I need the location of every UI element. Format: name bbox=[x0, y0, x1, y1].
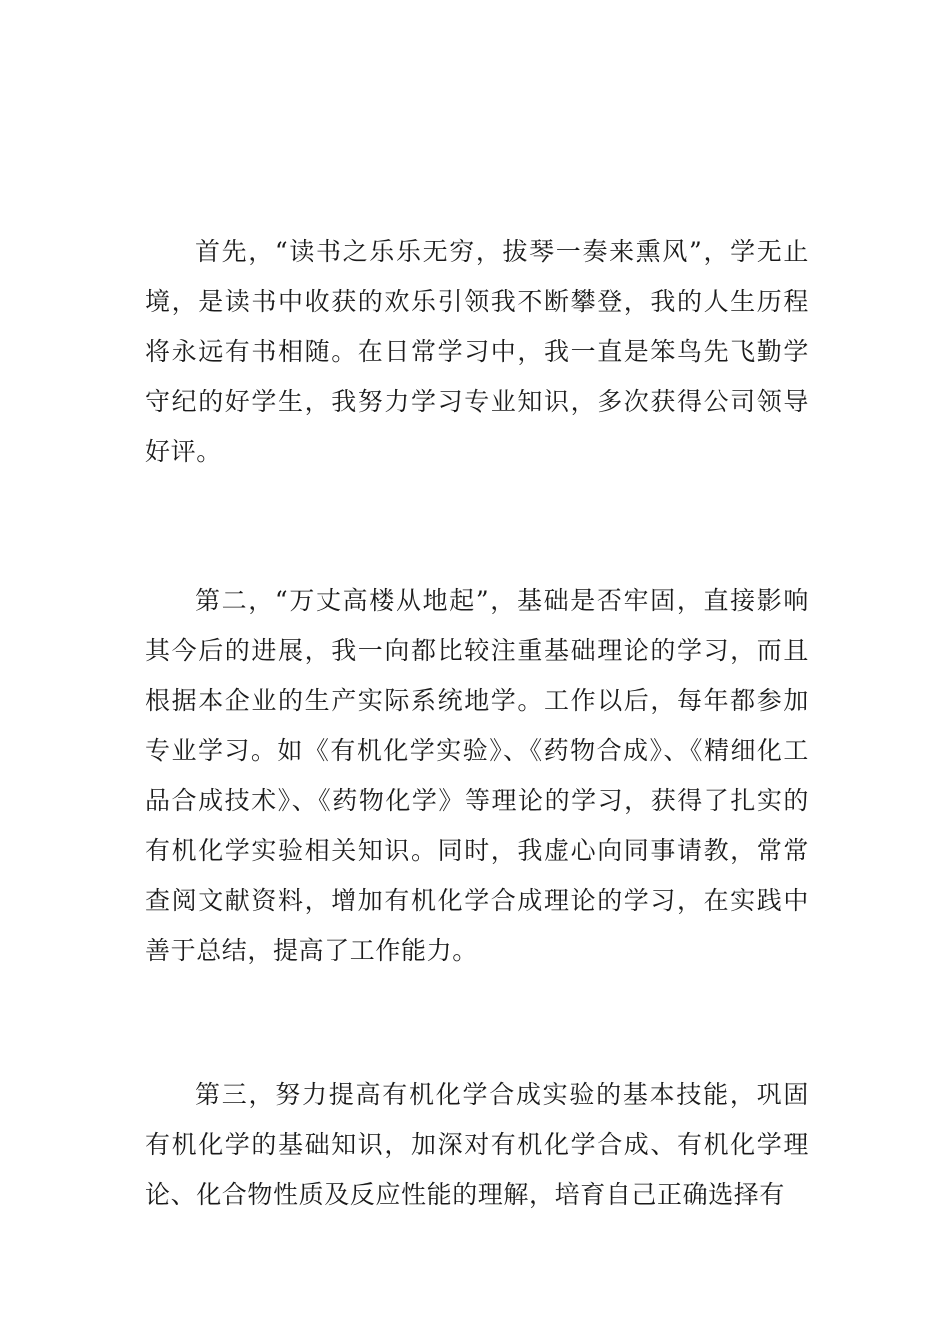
paragraph-second: 第二，“万丈高楼从地起”，基础是否牢固，直接影响其今后的进展，我一向都比较注重基础理论的学习，而且根据本企业的生产实际系统地学。工作以后，每年都参加专业学习。如《有机化学实验》、《药物合成》、《精细化工品合成技术》、《药物化学》等理论的学习，获得了扎实的有机化学实验相关知识。同时，我虚心向同事请教，常常查阅文献资料，增加有机化学合成理论的学习，在实践中善于总结，提高了工作能力。 bbox=[145, 586, 809, 965]
paragraph-third: 第三，努力提高有机化学合成实验的基本技能，巩固有机化学的基础知识，加深对有机化学合成、有机化学理论、化合物性质及反应性能的理解，培育自己正确选择有 bbox=[145, 1080, 809, 1209]
paragraph-first: 首先，“读书之乐乐无穷，拔琴一奏来熏风”，学无止境，是读书中收获的欢乐引领我不断攀登，我的人生历程将永远有书相随。在日常学习中，我一直是笨鸟先飞勤学守纪的好学生，我努力学习专业知识，多次获得公司领导好评。 bbox=[145, 237, 809, 466]
